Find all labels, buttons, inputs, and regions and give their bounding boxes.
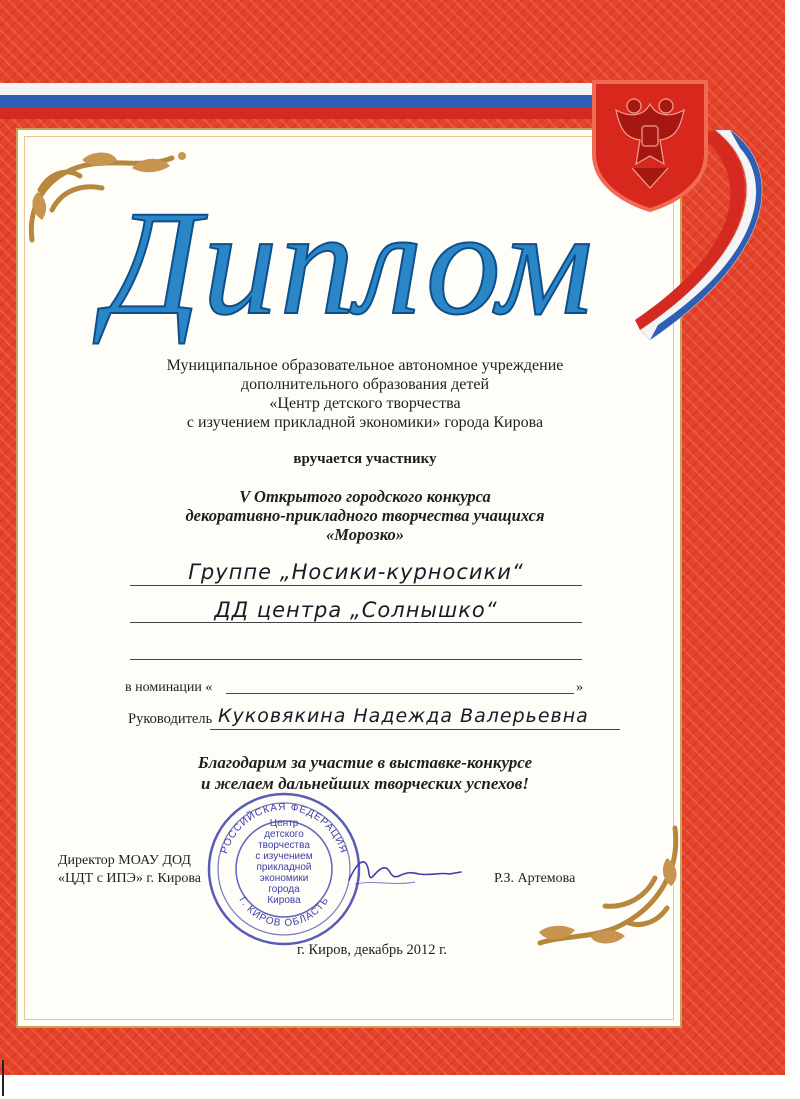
leader-line — [210, 729, 620, 730]
stamp-center-text — [236, 818, 332, 906]
leader-label: Руководитель — [128, 711, 213, 727]
page-title — [40, 178, 660, 348]
thanks-line: и желаем дальнейших творческих успехов! — [201, 774, 529, 793]
flag-stripe-white — [0, 83, 600, 95]
stamp-line: детского — [264, 829, 304, 840]
contest-line: V Открытого городского конкурса — [239, 487, 491, 506]
organization-line: Муниципальное образовательное автономное учреждение — [166, 357, 564, 374]
stamp-line: прикладной — [256, 862, 312, 873]
fill-line — [130, 659, 582, 660]
nomination-close-quote: » — [576, 680, 583, 695]
nomination-line — [226, 693, 574, 694]
organization-line: дополнительного образования детей — [241, 376, 489, 393]
stamp-ring-top: РОССИЙСКАЯ ФЕДЕРАЦИЯ — [219, 801, 349, 856]
organization-block — [0, 356, 730, 432]
contest-line: «Морозко» — [326, 525, 404, 544]
leader-name-handwritten: Куковякина Надежда Валерьевна — [218, 705, 589, 727]
signer-name: Р.З. Артемова — [494, 871, 576, 886]
thanks-block — [0, 752, 730, 794]
flag-stripe-red — [0, 107, 600, 119]
director-line: «ЦДТ с ИПЭ» г. Кирова — [58, 871, 202, 886]
signature-icon — [345, 850, 465, 892]
organization-line: «Центр детского творчества — [269, 395, 461, 412]
stamp-line: экономики — [259, 873, 309, 884]
recipient-handwritten-line: ДД центра „Солнышко“ — [214, 598, 498, 622]
contest-block — [0, 487, 730, 544]
fill-line — [130, 622, 582, 623]
stamp-line: с изучением — [255, 851, 313, 862]
flag-stripe-blue — [0, 95, 600, 107]
stamp-line: Центр — [269, 818, 299, 829]
director-title — [58, 852, 201, 888]
contest-line: декоративно-прикладного творчества учащихся — [185, 506, 545, 525]
thanks-line: Благодарим за участие в выставке-конкурсе — [197, 753, 533, 772]
director-line: Директор МОАУ ДОД — [58, 853, 191, 868]
stamp-line: города — [268, 884, 300, 895]
awarded-to-label: вручается участнику — [293, 451, 437, 467]
stamp-ring-bottom: Г. КИРОВ ОБЛАСТЬ — [236, 895, 332, 930]
stamp-line: творчества — [258, 840, 310, 851]
nomination-label: в номинации « — [125, 680, 213, 695]
stamp-line: Кирова — [267, 895, 301, 906]
place-date: г. Киров, декабрь 2012 г. — [296, 942, 448, 958]
scan-edge-mark — [2, 1060, 4, 1096]
recipient-handwritten-line: Группе „Носики-курносики“ — [188, 560, 524, 584]
fill-line — [130, 585, 582, 586]
organization-line: с изучением прикладной экономики» города Кирова — [186, 414, 544, 431]
title-text: Диплом — [105, 180, 595, 346]
